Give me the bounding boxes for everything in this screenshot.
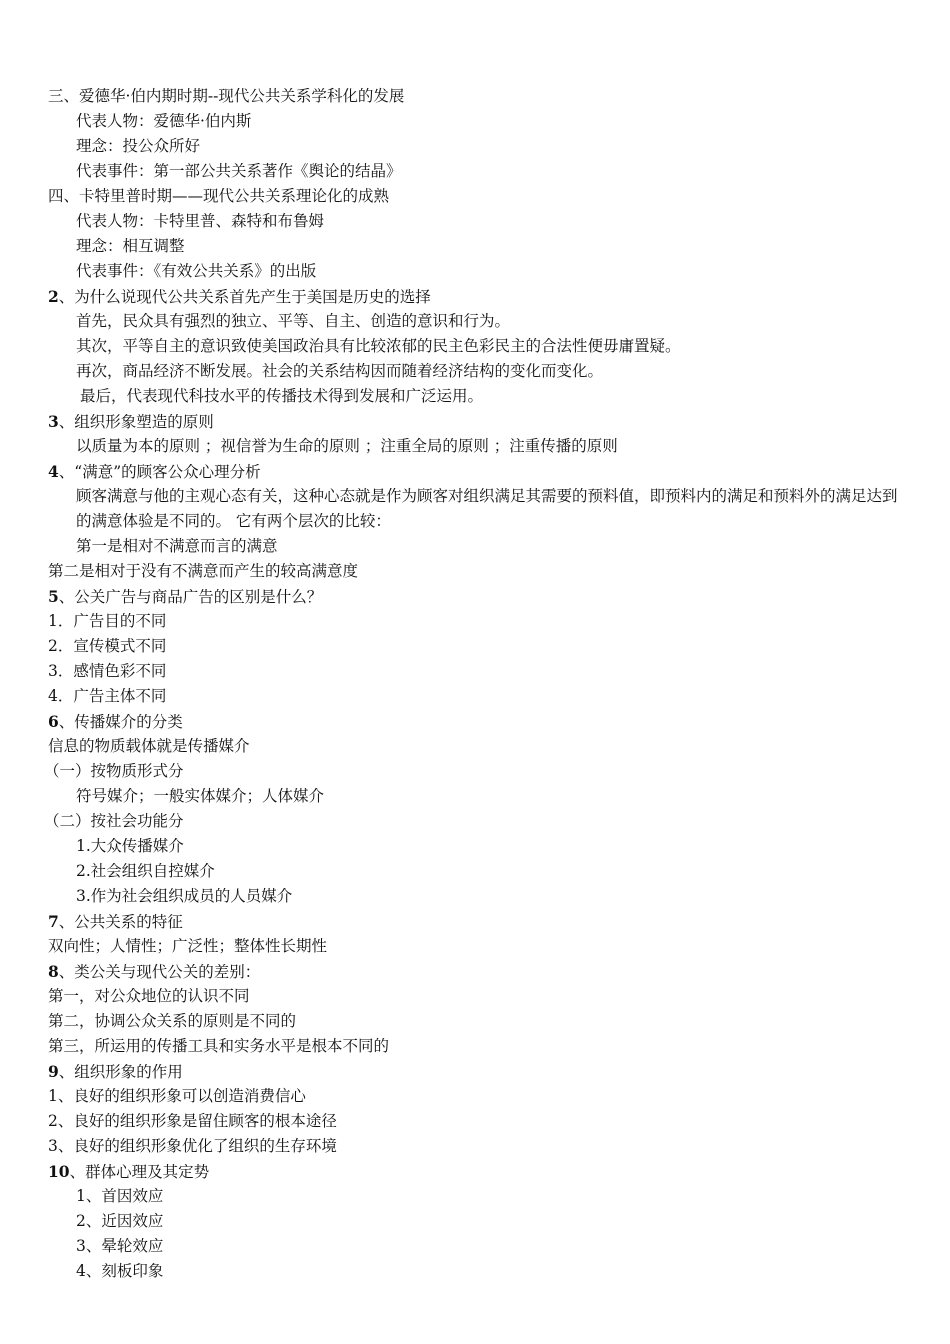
- section-heading: 三、爱德华·伯内期时期--现代公共关系学科化的发展: [48, 87, 405, 105]
- question-title: 、“满意”的顾客公众心理分析: [58, 463, 261, 481]
- text-line: 代表人物：卡特里普、森特和布鲁姆: [76, 212, 325, 230]
- list-item: 1、良好的组织形象可以创造消费信心: [48, 1087, 306, 1105]
- question-title: 、组织形象的作用: [58, 1063, 183, 1081]
- question-number: 5: [48, 587, 59, 606]
- list-item: 2．宣传模式不同: [48, 637, 167, 655]
- list-item: 4．广告主体不同: [48, 687, 167, 705]
- list-item: 1.大众传播媒介: [76, 837, 184, 855]
- text-paragraph: 顾客满意与他的主观心态有关，这种心态就是作为顾客对组织满足其需要的预料值，即预料内的满足和预料外的满足达到的满意体验是不同的。 它有两个层次的比较：: [76, 487, 898, 530]
- question-number: 6: [48, 712, 59, 731]
- list-item: 1、首因效应: [76, 1187, 164, 1205]
- list-item: 1．广告目的不同: [48, 612, 167, 630]
- text-line: （二）按社会功能分: [44, 812, 184, 830]
- text-line: 再次，商品经济不断发展。社会的关系结构因而随着经济结构的变化而变化。: [76, 362, 604, 380]
- text-line: 代表人物：爱德华·伯内斯: [76, 112, 252, 130]
- question-title: 、类公关与现代公关的差别：: [58, 963, 261, 981]
- question-title: 、组织形象塑造的原则: [58, 413, 214, 431]
- list-item: 4、刻板印象: [76, 1262, 164, 1280]
- question-number: 4: [48, 462, 59, 481]
- list-item: 3．感情色彩不同: [48, 662, 167, 680]
- question-heading: [48, 1059, 183, 1084]
- text-line: 第一是相对不满意而言的满意: [76, 537, 278, 555]
- question-number: 3: [48, 412, 59, 431]
- list-item: 2.社会组织自控媒介: [76, 862, 215, 880]
- text-line: 最后，代表现代科技水平的传播技术得到发展和广泛运用。: [80, 387, 484, 405]
- question-title: 、公共关系的特征: [58, 913, 183, 931]
- question-number: 8: [48, 962, 59, 981]
- text-line: 首先，民众具有强烈的独立、平等、自主、创造的意识和行为。: [76, 312, 511, 330]
- question-number: 9: [48, 1062, 59, 1081]
- question-heading: [48, 459, 261, 484]
- list-item: 3、晕轮效应: [76, 1237, 164, 1255]
- list-item: 2、近因效应: [76, 1212, 164, 1230]
- question-title: 、群体心理及其定势: [69, 1163, 210, 1181]
- text-line: 双向性；人情性；广泛性；整体性长期性: [48, 937, 328, 955]
- question-title: 、传播媒介的分类: [58, 713, 183, 731]
- text-line: 第三，所运用的传播工具和实务水平是根本不同的: [48, 1037, 390, 1055]
- text-line: 理念：相互调整: [76, 237, 185, 255]
- question-heading: [48, 959, 260, 984]
- question-heading: [48, 584, 322, 609]
- question-number: 7: [48, 912, 59, 931]
- question-heading: [48, 709, 183, 734]
- question-title: 、公关广告与商品广告的区别是什么？: [58, 588, 323, 606]
- list-item: 2、良好的组织形象是留住顾客的根本途径: [48, 1112, 337, 1130]
- question-heading: [48, 909, 183, 934]
- text-line: 第二是相对于没有不满意而产生的较高满意度: [48, 562, 359, 580]
- text-line: 其次，平等自主的意识致使美国政治具有比较浓郁的民主色彩民主的合法性便毋庸置疑。: [76, 337, 681, 355]
- question-heading: [48, 1159, 209, 1184]
- text-line: 第一，对公众地位的认识不同: [48, 987, 250, 1005]
- text-line: 代表事件：《有效公共关系》的出版: [76, 262, 317, 280]
- question-number: 10: [48, 1162, 70, 1181]
- question-number: 2: [48, 287, 59, 306]
- question-heading: [48, 284, 431, 309]
- text-line: （一）按物质形式分: [44, 762, 184, 780]
- text-line: 符号媒介；一般实体媒介；人体媒介: [76, 787, 325, 805]
- text-line: 第二，协调公众关系的原则是不同的: [48, 1012, 297, 1030]
- list-item: 3.作为社会组织成员的人员媒介: [76, 887, 293, 905]
- text-line: 理念：投公众所好: [76, 137, 201, 155]
- text-line: 以质量为本的原则 ；视信誉为生命的原则 ；注重全局的原则 ；注重传播的原则: [76, 437, 618, 455]
- section-heading: 四、卡特里普时期——现代公共关系理论化的成熟: [48, 187, 390, 205]
- text-line: 代表事件：第一部公共关系著作《舆论的结晶》: [76, 162, 402, 180]
- question-title: 、为什么说现代公共关系首先产生于美国是历史的选择: [58, 288, 431, 306]
- text-line: 信息的物质载体就是传播媒介: [48, 737, 250, 755]
- question-heading: [48, 409, 214, 434]
- list-item: 3、良好的组织形象优化了组织的生存环境: [48, 1137, 337, 1155]
